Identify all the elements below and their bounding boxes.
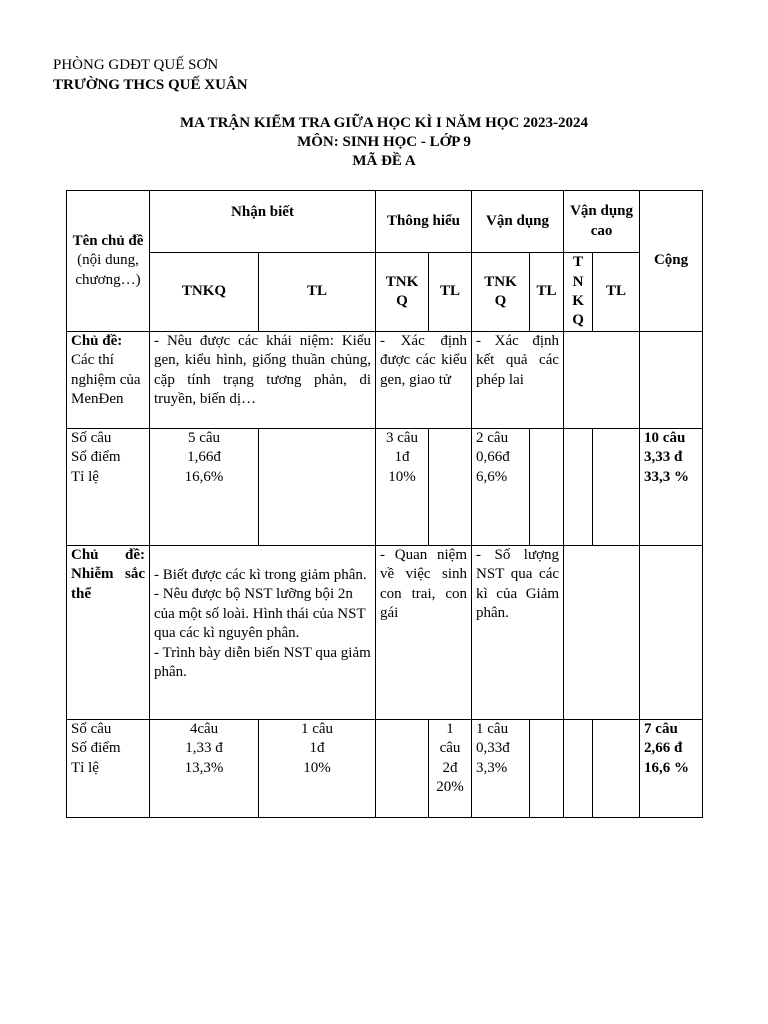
subheader-vd-tnkq: TNK Q — [472, 253, 530, 332]
vd-tl-value — [530, 429, 564, 546]
vdc-tnkq-value — [564, 720, 593, 818]
th-tnkq-value: 3 câu 1đ 10% — [376, 429, 429, 546]
subject-line: MÔN: SINH HỌC - LỚP 9 — [297, 134, 471, 150]
topic-header-subtitle: (nội dung, chương…) — [75, 252, 141, 288]
th-content: - Quan niệm về việc sinh con trai, con gái — [376, 546, 472, 720]
nb-content: - Biết được các kì trong giảm phân. - Nêu được bộ NST lưỡng bội 2n của một số loài. Hình thái của NST qua các kì nguyên phân. - Trình bày diễn biến NST qua giảm phân. — [150, 546, 376, 720]
header-van-dung: Vận dụng — [472, 191, 564, 253]
exam-code: MÃ ĐỀ A — [352, 153, 416, 169]
topic-label: Chủ đề: — [71, 333, 123, 349]
header-thong-hieu: Thông hiểu — [376, 191, 472, 253]
subheader-vdc-tnkq: T N K Q — [564, 253, 593, 332]
subheader-nb-tnkq: TNKQ — [150, 253, 259, 332]
school-name: TRƯỜNG THCS QUẾ XUÂN — [53, 77, 248, 93]
subheader-th-tl: TL — [429, 253, 472, 332]
cong-value: 7 câu 2,66 đ 16,6 % — [640, 720, 703, 818]
exam-matrix-table — [66, 190, 703, 818]
vdc-tl-value — [593, 720, 640, 818]
nb-tnkq-value: 5 câu 1,66đ 16,6% — [150, 429, 259, 546]
vd-content: - Xác định kết quả các phép lai — [472, 332, 564, 429]
nb-content: - Nêu được các khái niệm: Kiểu gen, kiểu hình, giống thuần chủng, cặp tính trạng tương phản, di truyền, biến dị… — [150, 332, 376, 429]
header-cong: Cộng — [640, 191, 703, 332]
vdc-content — [564, 546, 640, 720]
vd-tl-value — [530, 720, 564, 818]
cong-content — [640, 332, 703, 429]
header-van-dung-cao: Vận dụng cao — [564, 191, 640, 253]
vdc-content — [564, 332, 640, 429]
department-name: PHÒNG GDĐT QUẾ SƠN — [53, 57, 219, 73]
subheader-nb-tl: TL — [259, 253, 376, 332]
nb-tl-value — [259, 429, 376, 546]
topic-label: Chủ đề: Nhiễm sắc thể — [67, 546, 150, 720]
stats-label: Số câu Số điểm Tỉ lệ — [67, 429, 150, 546]
th-tl-value: 1 câu 2đ 20% — [429, 720, 472, 818]
topic-name: Các thí nghiệm của MenĐen — [71, 352, 141, 408]
subheader-vd-tl: TL — [530, 253, 564, 332]
nb-tnkq-value: 4câu 1,33 đ 13,3% — [150, 720, 259, 818]
th-tl-value — [429, 429, 472, 546]
topic-header-title: Tên chủ đề — [72, 232, 144, 249]
topic-cell — [67, 332, 150, 429]
vd-tnkq-value: 2 câu 0,66đ 6,6% — [472, 429, 530, 546]
vd-tnkq-value: 1 câu 0,33đ 3,3% — [472, 720, 530, 818]
header-nhan-biet: Nhận biết — [150, 191, 376, 253]
th-tnkq-value — [376, 720, 429, 818]
vdc-tl-value — [593, 429, 640, 546]
stats-label: Số câu Số điểm Tỉ lệ — [67, 720, 150, 818]
topic-header — [67, 191, 150, 332]
vdc-tnkq-value — [564, 429, 593, 546]
cong-content — [640, 546, 703, 720]
subheader-vdc-tl: TL — [593, 253, 640, 332]
subheader-th-tnkq: TNK Q — [376, 253, 429, 332]
cong-value: 10 câu 3,33 đ 33,3 % — [640, 429, 703, 546]
document-title: MA TRẬN KIỂM TRA GIỮA HỌC KÌ I NĂM HỌC 2023-2024 — [179, 115, 589, 131]
vd-content: - Số lượng NST qua các kì của Giảm phân. — [472, 546, 564, 720]
th-content: - Xác định được các kiểu gen, giao tử — [376, 332, 472, 429]
nb-tl-value: 1 câu 1đ 10% — [259, 720, 376, 818]
